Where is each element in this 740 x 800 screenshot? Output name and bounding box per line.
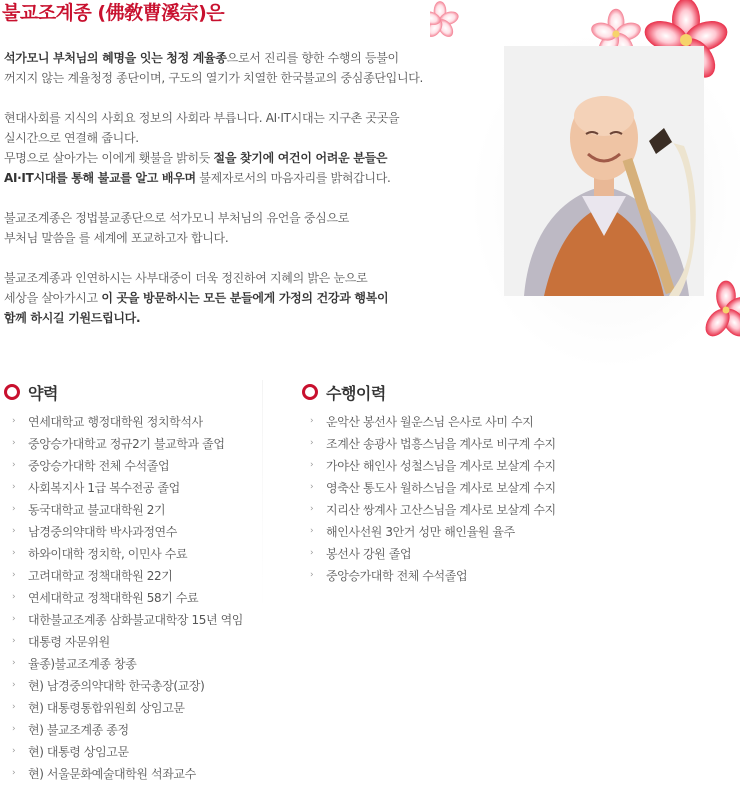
- list-item: [12, 740, 264, 762]
- intro-line: [4, 268, 474, 288]
- career-header: [4, 382, 264, 402]
- list-item-label: 가야산 해인사 성철스님을 계사로 보살계 수지: [326, 458, 556, 473]
- intro-line: [4, 128, 474, 148]
- circle-bullet-icon: [4, 384, 20, 400]
- list-item-label: 중앙승가대학 전체 수석졸업: [28, 458, 170, 473]
- intro-line: [4, 148, 474, 168]
- intro-segment: 불제자로서의 마음자리를 밝혀갑니다.: [195, 171, 391, 185]
- intro-line: [4, 168, 474, 188]
- list-item: [12, 718, 264, 740]
- list-item-label: 현) 대통령통합위원회 상임고문: [28, 700, 185, 715]
- intro-emphasis: 함께 하시길 기원드립니다.: [4, 311, 141, 325]
- list-item: [310, 410, 602, 432]
- list-item: [12, 410, 264, 432]
- intro-segment: 으로서 진리를 향한 수행의 등불이: [226, 51, 399, 65]
- list-item-label: 동국대학교 불교대학원 2기: [28, 502, 166, 517]
- list-item-label: 연세대학교 정책대학원 58기 수료: [28, 590, 199, 605]
- intro-emphasis: 석가모니 부처님의 혜명을 잇는 청정 계율종: [4, 51, 227, 65]
- chevron-right-icon: ›: [12, 658, 16, 668]
- list-item: [12, 454, 264, 476]
- intro-line: [4, 208, 474, 228]
- intro-paragraph: [4, 268, 474, 328]
- training-list: [302, 410, 602, 586]
- chevron-right-icon: ›: [310, 570, 314, 580]
- list-item: [310, 498, 602, 520]
- chevron-right-icon: ›: [310, 548, 314, 558]
- list-item: [310, 542, 602, 564]
- list-item: [12, 696, 264, 718]
- intro-line: [4, 48, 474, 68]
- list-item-label: 대한불교조계종 삼화불교대학장 15년 역임: [28, 612, 243, 627]
- list-item: [12, 630, 264, 652]
- list-item-label: 율종)불교조계종 창종: [28, 656, 137, 671]
- chevron-right-icon: ›: [310, 504, 314, 514]
- list-item-label: 남경중의약대학 박사과정연수: [28, 524, 177, 539]
- chevron-right-icon: ›: [12, 614, 16, 624]
- flower-icon: [430, 1, 460, 40]
- chevron-right-icon: ›: [12, 680, 16, 690]
- list-item-label: 해인사선원 3안거 성만 해인율원 율주: [326, 524, 515, 539]
- list-item-label: 봉선사 강원 졸업: [326, 546, 412, 561]
- chevron-right-icon: ›: [12, 636, 16, 646]
- list-item-label: 중앙승가대학 전체 수석졸업: [326, 568, 468, 583]
- career-title: 약력: [28, 383, 58, 403]
- chevron-right-icon: ›: [310, 482, 314, 492]
- intro-paragraph: [4, 48, 474, 88]
- monk-portrait: [504, 46, 704, 296]
- list-item: [12, 586, 264, 608]
- chevron-right-icon: ›: [12, 548, 16, 558]
- intro-line: [4, 288, 474, 308]
- intro-line: [4, 228, 474, 248]
- list-item-label: 현) 불교조계종 종정: [28, 722, 129, 737]
- chevron-right-icon: ›: [310, 460, 314, 470]
- chevron-right-icon: ›: [310, 526, 314, 536]
- list-item-label: 현) 남경중의약대학 한국총장(교장): [28, 678, 205, 693]
- intro-segment: 불교조계종과 인연하시는 사부대중이 더욱 정진하여 지혜의 밝은 눈으로: [4, 271, 368, 285]
- intro-emphasis: 절을 찾기에 여건이 어려운 분들은: [213, 151, 388, 165]
- list-item: [12, 674, 264, 696]
- list-item-label: 사회복지사 1급 복수전공 졸업: [28, 480, 180, 495]
- list-item: [12, 476, 264, 498]
- intro-emphasis: AI·IT시대를 통해 불교를 알고 배우며: [4, 171, 196, 185]
- list-item: [12, 542, 264, 564]
- list-item-label: 고려대학교 정책대학원 22기: [28, 568, 173, 583]
- intro-line: [4, 308, 474, 328]
- intro-text: [4, 48, 474, 348]
- chevron-right-icon: ›: [12, 724, 16, 734]
- intro-paragraph: [4, 108, 474, 188]
- training-title: 수행이력: [326, 383, 386, 403]
- training-section: [302, 382, 602, 586]
- chevron-right-icon: ›: [12, 438, 16, 448]
- list-item: [12, 762, 264, 784]
- intro-segment: 무명으로 살아가는 이에게 횃불을 밝히듯: [4, 151, 214, 165]
- list-item: [310, 520, 602, 542]
- chevron-right-icon: ›: [310, 438, 314, 448]
- list-item: [12, 608, 264, 630]
- list-item: [310, 564, 602, 586]
- list-item-label: 지리산 쌍계사 고산스님을 계사로 보살계 수지: [326, 502, 556, 517]
- chevron-right-icon: ›: [12, 768, 16, 778]
- chevron-right-icon: ›: [12, 460, 16, 470]
- chevron-right-icon: ›: [12, 592, 16, 602]
- page-title: 불교조계종 (佛敎曹溪宗)은: [2, 2, 225, 24]
- chevron-right-icon: ›: [310, 416, 314, 426]
- career-section: [4, 382, 264, 784]
- list-item-label: 하와이대학 정치학, 이민사 수료: [28, 546, 188, 561]
- intro-segment: 꺼지지 않는 계율청정 종단이며, 구도의 열기가 치열한 한국불교의 중심종단입니다.: [4, 71, 424, 85]
- circle-bullet-icon: [302, 384, 318, 400]
- training-header: [302, 382, 602, 402]
- list-item-label: 중앙승가대학교 정규2기 불교학과 졸업: [28, 436, 225, 451]
- list-item: [12, 564, 264, 586]
- chevron-right-icon: ›: [12, 482, 16, 492]
- chevron-right-icon: ›: [12, 526, 16, 536]
- intro-paragraph: [4, 208, 474, 248]
- list-item: [12, 652, 264, 674]
- intro-segment: 현대사회를 지식의 사회요 정보의 사회라 부릅니다. AI·IT시대는 지구촌 곳곳을: [4, 111, 400, 125]
- intro-segment: 부처님 말씀을 를 세계에 포교하고자 합니다.: [4, 231, 229, 245]
- intro-line: [4, 108, 474, 128]
- list-item-label: 현) 대통령 상임고문: [28, 744, 129, 759]
- intro-emphasis: 이 곳을 방문하시는 모든 분들에게 가정의 건강과 행복이: [101, 291, 389, 305]
- list-item: [310, 476, 602, 498]
- list-item-label: 현) 서울문화예술대학원 석좌교수: [28, 766, 196, 781]
- list-item-label: 영축산 통도사 월하스님을 계사로 보살계 수지: [326, 480, 556, 495]
- list-item: [310, 432, 602, 454]
- chevron-right-icon: ›: [12, 416, 16, 426]
- list-item-label: 연세대학교 행정대학원 정치학석사: [28, 414, 203, 429]
- portrait-image: [504, 46, 704, 296]
- intro-segment: 불교조계종은 정법불교종단으로 석가모니 부처님의 유언을 중심으로: [4, 211, 350, 225]
- list-item-label: 조계산 송광사 법흥스님을 계사로 비구계 수지: [326, 436, 556, 451]
- intro-segment: 실시간으로 연결해 줍니다.: [4, 131, 139, 145]
- list-item-label: 운악산 봉선사 월운스님 은사로 사미 수지: [326, 414, 534, 429]
- list-item: [12, 498, 264, 520]
- intro-segment: 세상을 살아가시고: [4, 291, 102, 305]
- chevron-right-icon: ›: [12, 504, 16, 514]
- chevron-right-icon: ›: [12, 570, 16, 580]
- chevron-right-icon: ›: [12, 702, 16, 712]
- list-item: [12, 520, 264, 542]
- list-item: [12, 432, 264, 454]
- career-list: [4, 410, 264, 784]
- list-item: [310, 454, 602, 476]
- intro-line: [4, 68, 474, 88]
- list-item-label: 대통령 자문위원: [28, 634, 110, 649]
- flower-icon: [701, 281, 740, 341]
- chevron-right-icon: ›: [12, 746, 16, 756]
